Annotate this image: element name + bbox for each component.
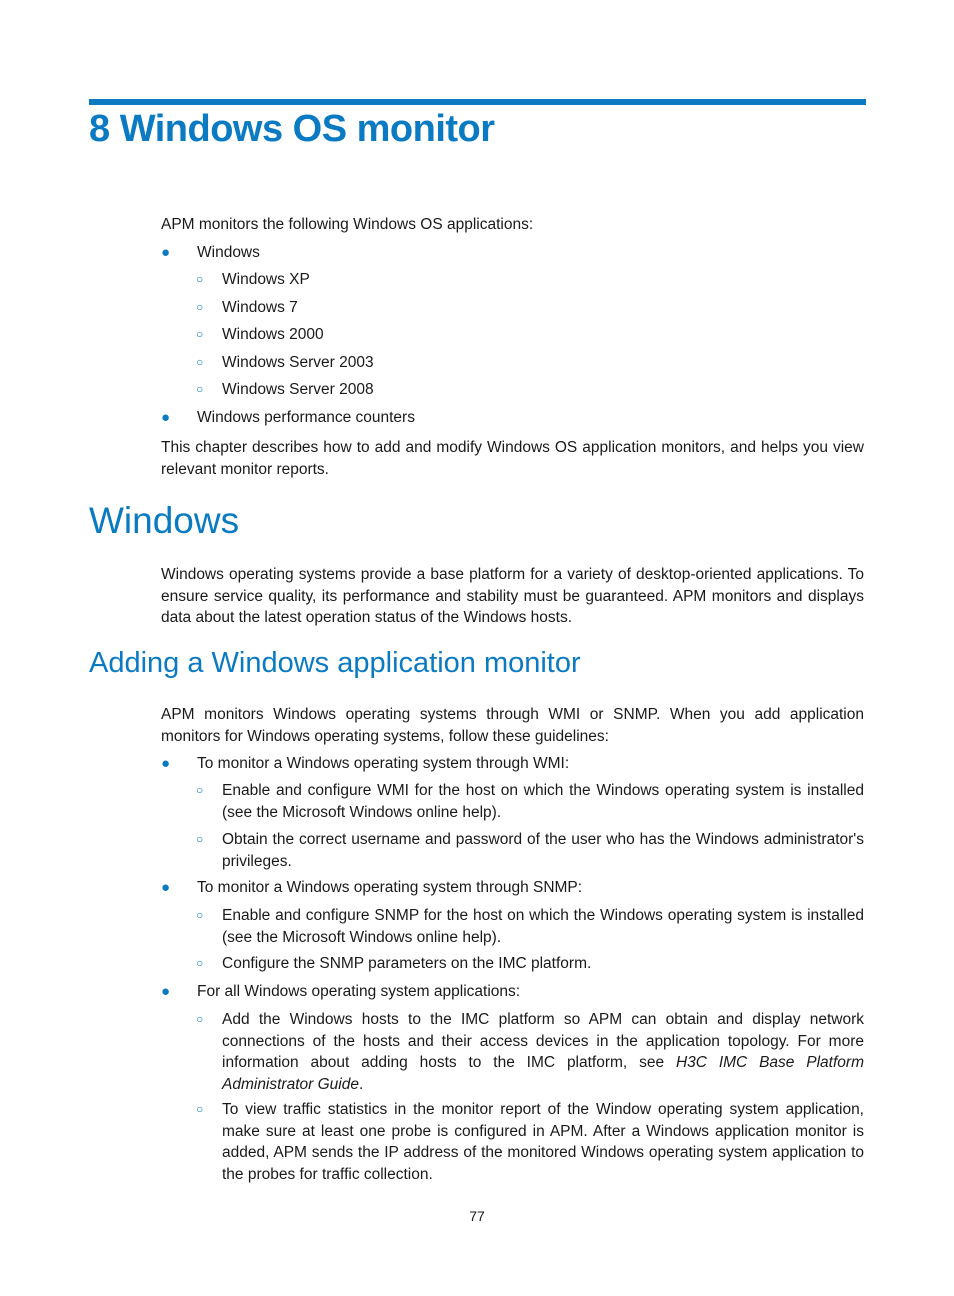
list-item: [196, 352, 864, 374]
list-item-text: For all Windows operating system applications:: [197, 983, 521, 1000]
guide-reference: H3C IMC Base Platform Administrator Guide: [222, 1054, 864, 1093]
list-item: [196, 829, 864, 872]
sub-bullet-icon: ○: [196, 832, 204, 846]
bullet-icon: ●: [161, 409, 171, 426]
sub-bullet-icon: ○: [196, 956, 204, 970]
list-item: [196, 297, 864, 319]
section-heading-windows: Windows: [89, 500, 240, 541]
list-item-text: Enable and configure WMI for the host on which the Windows operating system is installed (see the Microsoft Windows online help).: [222, 782, 864, 821]
sub-bullet-icon: ○: [196, 327, 204, 341]
sub-bullet-icon: ○: [196, 1012, 204, 1026]
list-item-text: To monitor a Windows operating system through SNMP:: [197, 879, 583, 896]
intro-summary: This chapter describes how to add and modify Windows OS application monitors, and helps you view relevant monitor reports.: [161, 439, 864, 478]
chapter-rule: [89, 99, 866, 105]
bullet-icon: ●: [161, 244, 171, 261]
sub-bullet-icon: ○: [196, 783, 204, 797]
list-item-text: Windows 7: [222, 299, 298, 316]
bullet-icon: ●: [161, 879, 171, 896]
list-item-text: Windows XP: [222, 271, 310, 288]
list-item: [196, 324, 864, 346]
list-item-text: Windows Server 2003: [222, 354, 374, 371]
list-item-text: Windows 2000: [222, 326, 324, 343]
sub-bullet-icon: ○: [196, 1102, 204, 1116]
list-item: [196, 953, 864, 975]
list-item-text-prefix: Add the Windows hosts to the IMC platform so APM can obtain and display network connections of the hosts and their access devices in the application topology. For more information about adding hosts to the IMC platform, see: [222, 1011, 864, 1071]
list-item-text: Enable and configure SNMP for the host on which the Windows operating system is installed (see the Microsoft Windows online help).: [222, 907, 864, 946]
list-item-text: Windows performance counters: [197, 409, 415, 426]
sub-bullet-icon: ○: [196, 272, 204, 286]
intro-lead: APM monitors the following Windows OS applications:: [161, 216, 534, 233]
list-item-text: Configure the SNMP parameters on the IMC platform.: [222, 955, 592, 972]
list-item-text: To view traffic statistics in the monitor report of the Window operating system application, make sure at least one probe is configured in APM. After a Windows application monitor is added, APM sends the IP address of the monitored Windows operating system application to the probes for traffic collection.: [222, 1101, 864, 1183]
list-item: [196, 905, 864, 948]
adding-lead: APM monitors Windows operating systems through WMI or SNMP. When you add application monitors for Windows operating systems, follow these guidelines:: [161, 706, 864, 745]
list-item: [196, 379, 864, 401]
sub-bullet-icon: ○: [196, 908, 204, 922]
sub-bullet-icon: ○: [196, 300, 204, 314]
page-number: 77: [469, 1208, 485, 1224]
list-item-text: Obtain the correct username and password of the user who has the Windows administrator's privileges.: [222, 831, 864, 870]
list-item: [196, 269, 864, 291]
list-item-text: Windows Server 2008: [222, 381, 374, 398]
list-item: [196, 1099, 864, 1185]
section-heading-adding: Adding a Windows application monitor: [89, 647, 581, 679]
list-item-text-suffix: .: [358, 1075, 364, 1093]
sub-bullet-icon: ○: [196, 355, 204, 369]
sub-bullet-icon: ○: [196, 382, 204, 396]
list-item-text: Windows: [197, 244, 260, 261]
windows-body: Windows operating systems provide a base platform for a variety of desktop-oriented applications. To ensure service quality, its performance and stability must be guaranteed. APM monitors and displays data about the latest operation status of the Windows hosts.: [161, 566, 864, 626]
list-item-text: To monitor a Windows operating system through WMI:: [197, 755, 570, 772]
list-item: [196, 780, 864, 823]
list-item-text: [222, 1009, 864, 1095]
bullet-icon: ●: [161, 755, 171, 772]
list-item: [196, 1009, 864, 1095]
chapter-title: 8 Windows OS monitor: [89, 108, 495, 150]
bullet-icon: ●: [161, 983, 171, 1000]
